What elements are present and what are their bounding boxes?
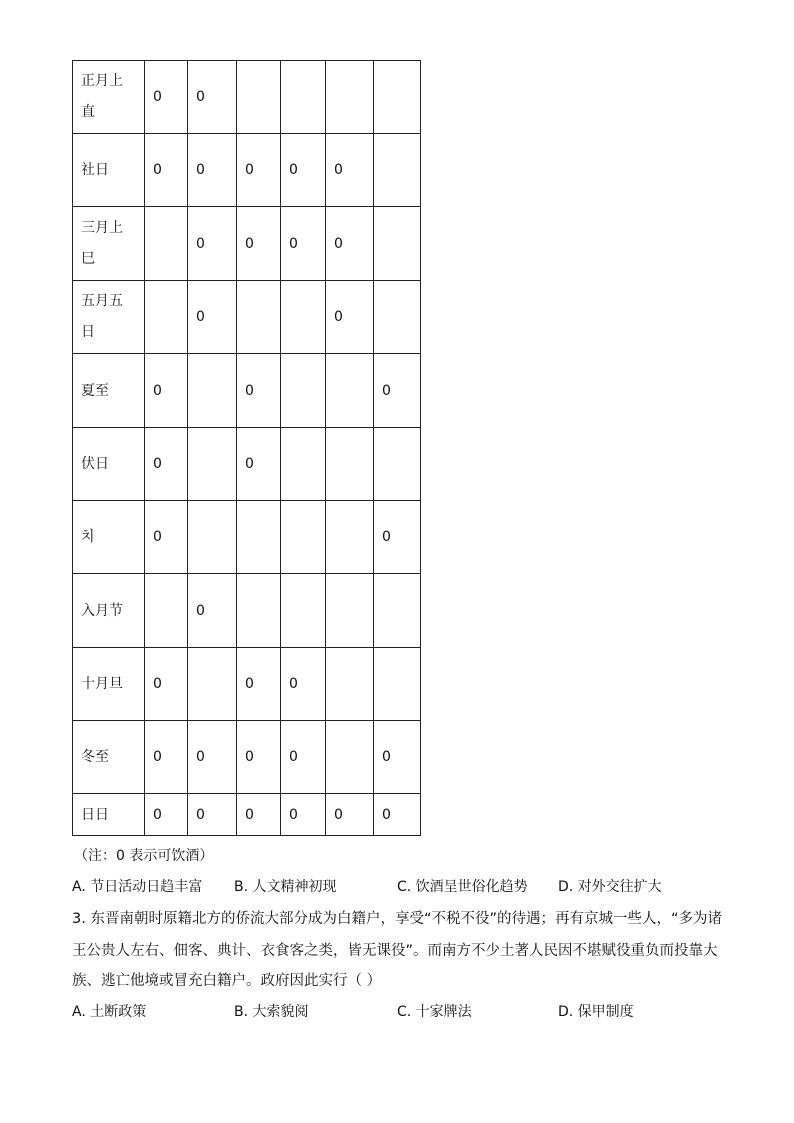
option-c[interactable]: C. 饮酒呈世俗化趋势	[397, 879, 528, 895]
table-cell: 0	[237, 721, 281, 794]
table-cell	[326, 428, 374, 501]
table-row	[73, 501, 421, 574]
table-cell	[281, 428, 326, 501]
table-cell: 0	[145, 61, 188, 134]
table-cell	[374, 648, 421, 721]
table-row	[73, 428, 421, 501]
table-cell	[326, 648, 374, 721]
table-cell	[374, 574, 421, 648]
table-cell	[374, 281, 421, 354]
table-cell: 0	[237, 134, 281, 207]
option-d[interactable]: D. 对外交往扩大	[558, 879, 662, 895]
table-cell: 0	[145, 721, 188, 794]
table-cell: 0	[145, 428, 188, 501]
question-3-line-3: 族、逃亡他境或冒充白籍户。政府因此实行（ ）	[72, 973, 382, 989]
table-cell: 0	[145, 794, 188, 836]
table-cell	[326, 61, 374, 134]
table-cell	[281, 574, 326, 648]
row-label: 十月旦	[73, 648, 145, 721]
table-cell: 0	[237, 794, 281, 836]
table-cell	[326, 721, 374, 794]
row-label: 三月上巳	[73, 207, 145, 281]
table-cell: 0	[237, 354, 281, 428]
table-cell: 0	[188, 574, 237, 648]
table-row	[73, 61, 421, 134]
table-cell	[374, 428, 421, 501]
table-cell: 0	[145, 134, 188, 207]
table-cell: 0	[188, 794, 237, 836]
table-cell: 0	[374, 501, 421, 574]
table-cell: 0	[374, 721, 421, 794]
table-cell: 0	[326, 207, 374, 281]
table-row	[73, 134, 421, 207]
table-cell: 0	[188, 207, 237, 281]
festival-drinking-table	[72, 60, 421, 836]
table-cell	[326, 574, 374, 648]
table-cell	[145, 574, 188, 648]
table-row	[73, 794, 421, 836]
table-cell: 0	[188, 281, 237, 354]
row-label: 入月节	[73, 574, 145, 648]
row-label: 日日	[73, 794, 145, 836]
row-label: 正月上直	[73, 61, 145, 134]
table-cell: 0	[374, 794, 421, 836]
table-cell	[188, 354, 237, 428]
table-cell	[188, 648, 237, 721]
row-label: 冬至	[73, 721, 145, 794]
table-cell	[374, 134, 421, 207]
table-cell	[281, 354, 326, 428]
option-a[interactable]: A. 节日活动日趋丰富	[72, 879, 203, 895]
table-cell: 0	[281, 134, 326, 207]
table-row	[73, 721, 421, 794]
table-cell: 0	[281, 648, 326, 721]
table-cell: 0	[281, 721, 326, 794]
table-cell	[237, 61, 281, 134]
table-cell	[145, 281, 188, 354]
row-label: 社日	[73, 134, 145, 207]
option-c[interactable]: C. 十家牌法	[397, 1004, 472, 1020]
table-cell: 0	[237, 207, 281, 281]
table-cell	[281, 61, 326, 134]
row-label: 夏至	[73, 354, 145, 428]
table-cell	[237, 281, 281, 354]
table-cell: 0	[188, 61, 237, 134]
table-note: （注：0 表示可饮酒）	[74, 848, 214, 864]
table-cell	[374, 207, 421, 281]
question-3-line-2: 王公贵人左右、佃客、典计、衣食客之类，皆无课役”。而南方不少土著人民因不堪赋役重负而投靠大	[72, 943, 718, 959]
row-label: 치	[73, 501, 145, 574]
table-cell	[145, 207, 188, 281]
table-cell: 0	[326, 134, 374, 207]
table-cell: 0	[145, 354, 188, 428]
question-3-line-1: 3. 东晋南朝时原籍北方的侨流大部分成为白籍户，享受“不税不役”的待遇；再有京城一些人，“多为诸	[72, 911, 722, 927]
table-row	[73, 648, 421, 721]
table-cell: 0	[188, 721, 237, 794]
option-b[interactable]: B. 大索貌阅	[234, 1004, 309, 1020]
table-cell	[326, 501, 374, 574]
table-cell	[281, 281, 326, 354]
option-a[interactable]: A. 土断政策	[72, 1004, 147, 1020]
table-row	[73, 207, 421, 281]
option-b[interactable]: B. 人文精神初现	[234, 879, 337, 895]
table-cell: 0	[145, 501, 188, 574]
table-row	[73, 281, 421, 354]
table-cell: 0	[145, 648, 188, 721]
table-cell	[281, 501, 326, 574]
table-cell	[237, 501, 281, 574]
table-cell: 0	[326, 794, 374, 836]
table-cell: 0	[237, 648, 281, 721]
row-label: 伏日	[73, 428, 145, 501]
table-cell: 0	[326, 281, 374, 354]
table-cell: 0	[188, 134, 237, 207]
table-row	[73, 354, 421, 428]
table-cell: 0	[237, 428, 281, 501]
table-cell: 0	[374, 354, 421, 428]
table-cell: 0	[281, 794, 326, 836]
table-cell	[237, 574, 281, 648]
table-cell	[374, 61, 421, 134]
table-cell	[188, 501, 237, 574]
table-cell	[188, 428, 237, 501]
table-cell: 0	[281, 207, 326, 281]
row-label: 五月五日	[73, 281, 145, 354]
table-cell	[326, 354, 374, 428]
table-row	[73, 574, 421, 648]
option-d[interactable]: D. 保甲制度	[558, 1004, 634, 1020]
